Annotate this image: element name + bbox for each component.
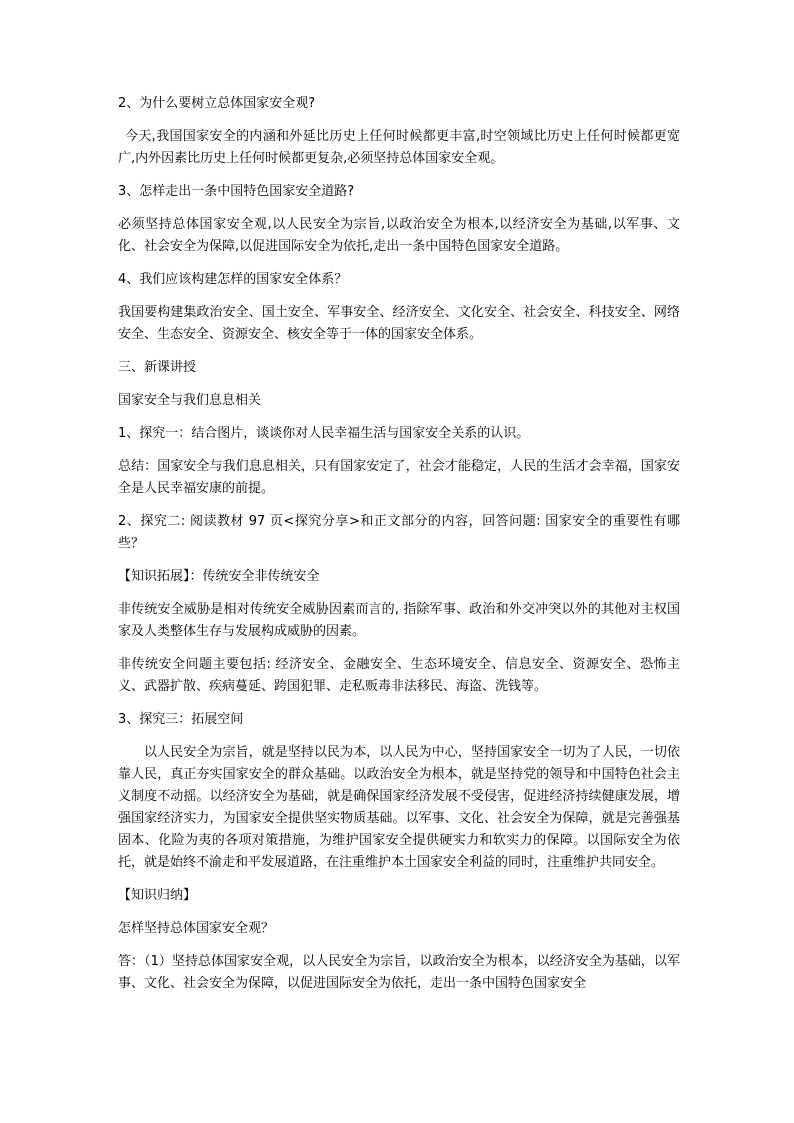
answer-paragraph-2: 今天,我国国家安全的内涵和外延比历史上任何时候都更丰富,时空领域比历史上任何时候都更宽广,内外因素比历史上任何时候都更复杂,必须坚持总体国家安全观。 xyxy=(118,129,680,166)
inquiry-three: 3、探究三：拓展空间 xyxy=(118,712,244,727)
question-heading-3: 3、怎样走出一条中国特色国家安全道路? xyxy=(118,184,355,199)
non-traditional-security-definition: 非传统安全威胁是相对传统安全威胁因素而言的, 指除军事、政治和外交冲突以外的其他对主权国家及人类整体生存与发展构成威胁的因素。 xyxy=(118,602,680,639)
summary-paragraph: 总结：国家安全与我们息息相关，只有国家安定了，社会才能稳定，人民的生活才会幸福，国家安全是人民幸福安康的前提。 xyxy=(118,459,680,496)
topic-heading: 国家安全与我们息息相关 xyxy=(118,393,262,408)
section-heading-new-lesson: 三、新课讲授 xyxy=(118,360,197,375)
summary-question: 怎样坚持总体国家安全观？ xyxy=(118,921,275,936)
answer-paragraph-4: 我国要构建集政治安全、国土安全、军事安全、经济安全、文化安全、社会安全、科技安全、网络安全、生态安全、资源安全、核安全等于一体的国家安全体系。 xyxy=(118,305,680,342)
non-traditional-security-issues: 非传统安全问题主要包括: 经济安全、金融安全、生态环境安全、信息安全、资源安全、恐怖主义、武器扩散、疾病蔓延、跨国犯罪、走私贩毒非法移民、海盗、洗钱等。 xyxy=(118,657,680,694)
question-heading-2: 2、为什么要树立总体国家安全观? xyxy=(118,96,316,111)
knowledge-extension-heading: 【知识拓展】：传统安全非传统安全 xyxy=(118,569,320,584)
question-heading-4: 4、我们应该构建怎样的国家安全体系？ xyxy=(118,272,348,287)
inquiry-one: 1、探究一：结合图片，谈谈你对人民幸福生活与国家安全关系的认识。 xyxy=(118,426,530,441)
document-page xyxy=(118,93,680,995)
knowledge-summary-heading: 【知识归纳】 xyxy=(118,888,197,903)
summary-answer: 答：（1）坚持总体国家安全观，以人民安全为宗旨，以政治安全为根本，以经济安全为基础，以军事、文化、社会安全为保障，以促进国际安全为依托，走出一条中国特色国家安全 xyxy=(118,954,680,991)
inquiry-two: 2、探究二: 阅读教材 97 页<探究分享>和正文部分的内容，回答问题: 国家安全的重要性有哪些？ xyxy=(118,514,680,551)
answer-paragraph-3: 必须坚持总体国家安全观,以人民安全为宗旨,以政治安全为根本,以经济安全为基础,以军事、文化、社会安全为保障,以促进国际安全为依托,走出一条中国特色国家安全道路。 xyxy=(118,217,680,254)
expansion-paragraph: 以人民安全为宗旨，就是坚持以民为本，以人民为中心，坚持国家安全一切为了人民，一切依靠人民，真正夯实国家安全的群众基础。以政治安全为根本，就是坚持党的领导和中国特色社会主义制度不动摇。以经济安全为基础，就是确保国家经济发展不受侵害，促进经济持续健康发展，增强国家经济实力，为国家安全提供坚实物质基础。以军事、文化、社会安全为保障，就是完善强基固本、化险为夷的各项对策措施，为维护国家安全提供硬实力和软实力的保障。以国际安全为依托，就是始终不渝走和平发展道路，在注重维护本土国家安全利益的同时，注重维护共同安全。 xyxy=(118,745,680,870)
